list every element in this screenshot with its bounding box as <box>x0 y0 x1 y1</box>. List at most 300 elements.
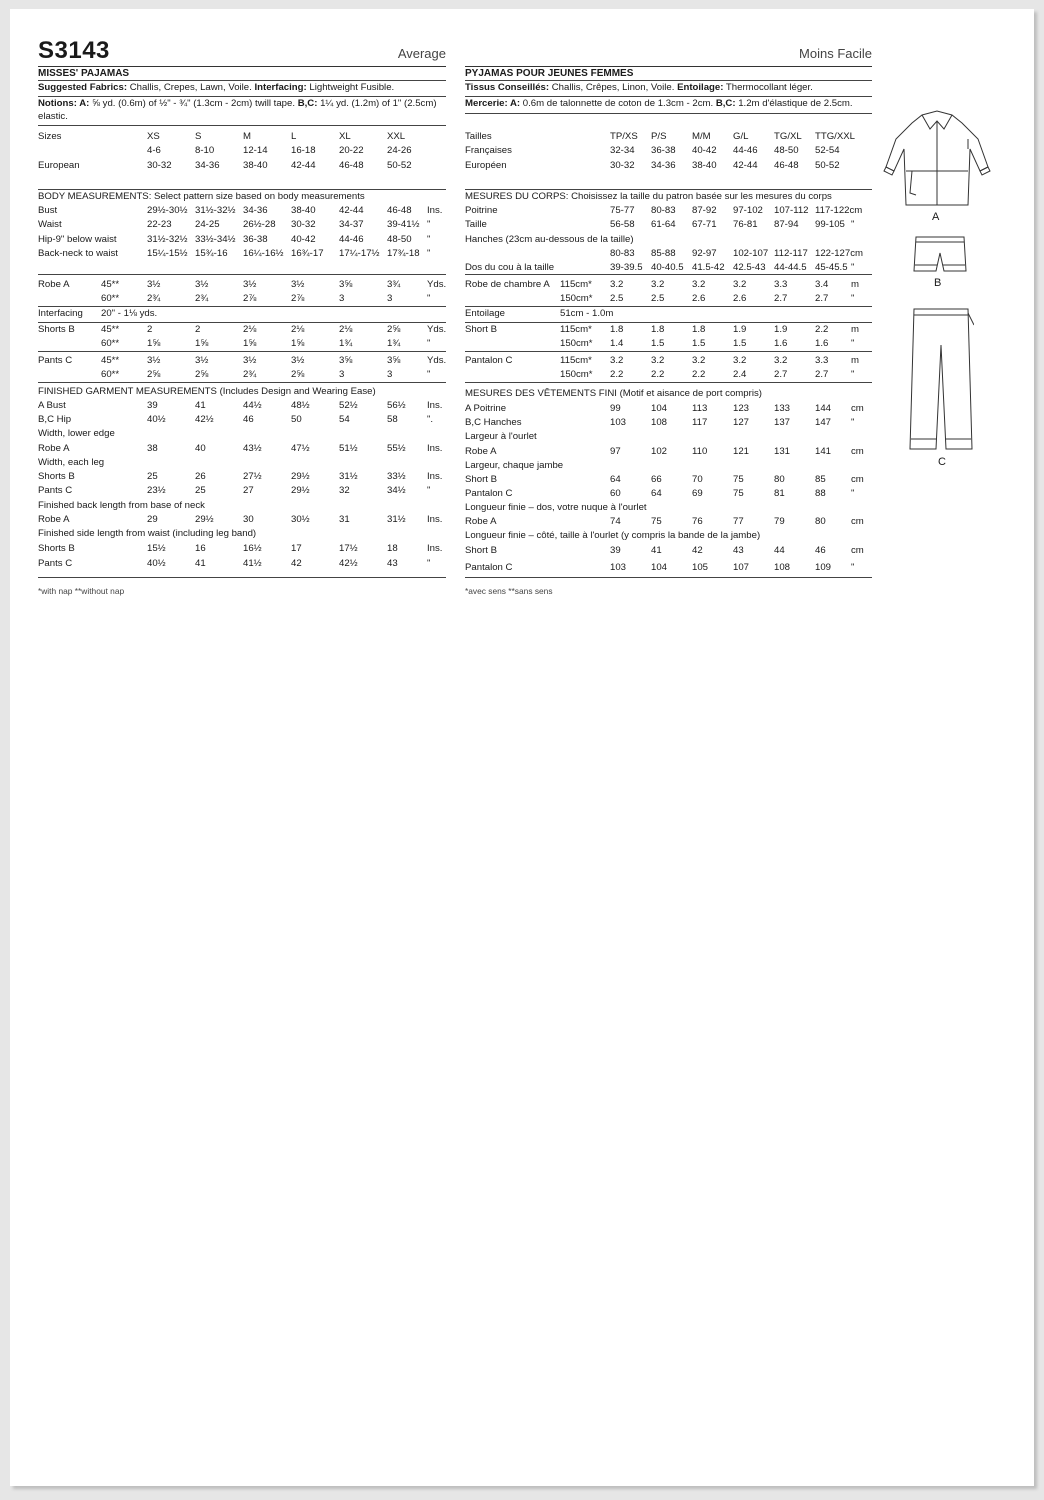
value-cell: 77 <box>733 516 744 527</box>
value-cell: 109 <box>815 562 832 573</box>
row-label: Finished back length from base of neck <box>38 500 205 511</box>
size-number: 16-18 <box>291 145 316 156</box>
unit-cell: ". <box>427 414 434 425</box>
value-cell: 80 <box>774 474 785 485</box>
value-cell: 2⅛ <box>291 324 305 335</box>
sizes-label: Tailles <box>465 131 492 142</box>
fabrics-line-fr: Tissus Conseillés: Challis, Crêpes, Linon, Voile. Entoilage: Thermocollant léger. <box>465 82 813 93</box>
size-header: L <box>291 131 297 142</box>
row-label: Width, each leg <box>38 457 105 468</box>
value-cell: 18 <box>387 543 398 554</box>
value-cell: 38 <box>147 443 158 454</box>
fabric-width: 115cm* <box>560 324 592 335</box>
section-divider <box>465 189 872 190</box>
unit-cell: " <box>851 219 855 230</box>
value-cell: 44½ <box>243 400 262 411</box>
value-cell: 17 <box>291 543 302 554</box>
unit-cell: " <box>427 558 431 569</box>
value-cell: 31½ <box>339 471 358 482</box>
value-cell: 3½ <box>147 355 161 366</box>
value-cell: 122-127cm <box>815 248 863 259</box>
value-cell: 2⅝ <box>291 369 305 381</box>
fabric-width: 150cm* <box>560 293 593 305</box>
unit-cell: cm <box>851 474 864 485</box>
unit-cell: " <box>851 488 855 499</box>
value-cell: 38-40 <box>291 205 316 216</box>
value-cell: 1¾ <box>339 338 353 350</box>
row-label: Robe A <box>38 514 70 525</box>
row-label: Largeur à l'ourlet <box>465 431 537 442</box>
francaises-size: 36-38 <box>651 145 676 156</box>
section-divider <box>465 577 872 578</box>
value-cell: 44-46 <box>339 233 364 245</box>
row-label: Pantalon C <box>465 488 513 499</box>
value-cell: 3⅝ <box>387 355 401 366</box>
value-cell: 16¾-17 <box>291 247 324 259</box>
value-cell: 1⅝ <box>291 338 305 350</box>
francaises-size: 44-46 <box>733 145 758 156</box>
value-cell: 2¾ <box>147 293 161 305</box>
view-label-b: B <box>934 277 942 289</box>
value-cell: 29 <box>147 514 158 525</box>
value-cell: 112-117 <box>774 248 808 259</box>
value-cell: 15¾-16 <box>195 247 228 259</box>
value-cell: 3½ <box>243 279 257 290</box>
value-cell: 87-92 <box>692 205 717 216</box>
unit-cell: Ins. <box>427 471 443 482</box>
section-divider <box>38 382 446 383</box>
europeen-size: 30-32 <box>610 160 635 171</box>
value-cell: 3½ <box>243 355 257 366</box>
value-cell: 2.2 <box>815 324 829 335</box>
value-cell: 3½ <box>195 355 209 366</box>
value-cell: 45-45.5 <box>815 262 848 273</box>
garment-label: Robe A <box>38 279 70 290</box>
value-cell: 2.2 <box>692 369 706 381</box>
row-label: B,C Hip <box>38 414 72 425</box>
value-cell: 1.8 <box>692 324 706 335</box>
value-cell: 15½ <box>147 543 166 554</box>
value-cell: 1.9 <box>774 324 788 335</box>
entoilage-value: 51cm - 1.0m <box>560 308 614 319</box>
value-cell: 47½ <box>291 443 310 454</box>
value-cell: 39-39.5 <box>610 262 643 273</box>
europeen-size: 34-36 <box>651 160 676 171</box>
garment-title: MISSES' PAJAMAS <box>38 66 446 82</box>
value-cell: 3 <box>387 369 393 381</box>
body-measurements-heading-fr: MESURES DU CORPS: Choisissez la taille du patron basée sur les mesures du corps <box>465 191 832 202</box>
value-cell: 2.5 <box>610 293 624 305</box>
value-cell: 42.5-43 <box>733 262 766 273</box>
row-label: Hip-9" below waist <box>38 233 117 245</box>
value-cell: 3½ <box>147 279 161 290</box>
value-cell: 58 <box>387 414 398 425</box>
value-cell: 30-32 <box>291 219 316 231</box>
unit-cell: cm <box>851 403 864 414</box>
size-header: TG/XL <box>774 131 802 142</box>
row-label: Longueur finie – dos, votre nuque à l'ourlet <box>465 502 647 513</box>
value-cell: 39 <box>610 545 621 556</box>
value-cell: 3.2 <box>610 355 624 366</box>
value-cell: 108 <box>774 562 791 573</box>
size-header: M/M <box>692 131 711 142</box>
value-cell: 3½ <box>291 279 305 290</box>
row-label: Pants C <box>38 485 73 496</box>
value-cell: 3¾ <box>387 279 401 290</box>
section-divider <box>38 577 446 578</box>
unit-cell: Yds. <box>427 324 447 335</box>
interfacing-yardage: 20" - 1⅛ yds. <box>101 308 158 319</box>
section-divider <box>465 306 872 307</box>
value-cell: 30 <box>243 514 254 525</box>
value-cell: 43½ <box>243 443 262 454</box>
size-header: M <box>243 131 251 142</box>
value-cell: 80-83 <box>651 205 676 216</box>
value-cell: 3.2 <box>692 355 706 366</box>
value-cell: 3⅝ <box>339 279 353 290</box>
value-cell: 36-38 <box>243 233 268 245</box>
francaises-size: 52-54 <box>815 145 840 156</box>
row-label: Robe A <box>465 516 497 527</box>
value-cell: 76 <box>692 516 703 527</box>
value-cell: 99 <box>610 403 621 414</box>
fabric-width: 60** <box>101 293 120 305</box>
unit-cell: Ins. <box>427 514 443 525</box>
value-cell: 3.2 <box>692 279 706 290</box>
section-divider <box>465 322 872 323</box>
unit-cell: Ins. <box>427 543 443 554</box>
value-cell: 1⅝ <box>147 338 161 350</box>
unit-cell: Ins. <box>427 400 443 411</box>
value-cell: 16¼-16½ <box>243 247 284 259</box>
value-cell: 17¾-18 <box>387 247 420 259</box>
value-cell: 34-36 <box>243 205 268 216</box>
fabric-width: 60** <box>101 369 120 381</box>
value-cell: 87-94 <box>774 219 799 230</box>
value-cell: 3.3 <box>774 279 788 290</box>
value-cell: 75 <box>651 516 662 527</box>
value-cell: 2⅛ <box>243 324 257 335</box>
value-cell: 79 <box>774 516 785 527</box>
value-cell: 3 <box>339 369 345 381</box>
size-header: XL <box>339 131 351 142</box>
view-label-c: C <box>938 456 946 468</box>
value-cell: 31½ <box>387 514 406 525</box>
value-cell: 42 <box>692 545 703 556</box>
value-cell: 42-44 <box>339 205 364 216</box>
value-cell: 2.7 <box>815 293 829 305</box>
value-cell: 127 <box>733 417 750 428</box>
value-cell: 31½-32½ <box>195 205 236 216</box>
notions-line: Notions: A: ⅝ yd. (0.6m) of ½" - ¾" (1.3cm - 2cm) twill tape. B,C: 1¼ yd. (1.2m) of 1" (2.5cm) <box>38 98 437 109</box>
value-cell: 3.2 <box>610 279 624 290</box>
row-label: Longueur finie – côté, taille à l'ourlet (y compris la bande de la jambe) <box>465 530 761 541</box>
value-cell: 46 <box>815 545 826 556</box>
value-cell: 17¼-17½ <box>339 247 380 259</box>
fabric-width: 115cm* <box>560 355 592 366</box>
value-cell: 2.2 <box>651 369 665 381</box>
value-cell: 32 <box>339 485 350 496</box>
value-cell: 92-97 <box>692 248 717 259</box>
value-cell: 103 <box>610 562 627 573</box>
value-cell: 23½ <box>147 485 166 496</box>
value-cell: 3.2 <box>733 279 747 290</box>
value-cell: 29½ <box>195 514 214 525</box>
unit-cell: " <box>851 417 855 428</box>
entoilage-label: Entoilage <box>465 308 506 319</box>
row-label: Dos du cou à la taille <box>465 262 555 273</box>
value-cell: 85 <box>815 474 826 485</box>
value-cell: 113 <box>692 403 708 414</box>
section-divider <box>465 382 872 383</box>
unit-cell: Ins. <box>427 443 443 454</box>
value-cell: 2⅝ <box>147 369 161 381</box>
value-cell: 55½ <box>387 443 406 454</box>
row-label: Robe A <box>465 446 497 457</box>
value-cell: 80-83 <box>610 248 635 259</box>
value-cell: 40-40.5 <box>651 262 684 273</box>
size-header: S <box>195 131 202 142</box>
row-label: B,C Hanches <box>465 417 522 428</box>
value-cell: 61-64 <box>651 219 676 230</box>
value-cell: 24-25 <box>195 219 220 231</box>
unit-cell: Ins. <box>427 205 443 216</box>
value-cell: 16½ <box>243 543 262 554</box>
value-cell: 2⅝ <box>195 369 209 381</box>
value-cell: 104 <box>651 562 668 573</box>
value-cell: 41.5-42 <box>692 262 725 273</box>
value-cell: 117 <box>692 417 708 428</box>
unit-cell: " <box>851 562 855 573</box>
garment-label: Shorts B <box>38 324 75 335</box>
unit-cell: " <box>427 233 431 245</box>
value-cell: 70 <box>692 474 703 485</box>
shorts-drawing-icon <box>912 233 968 275</box>
garment-label: Pantalon C <box>465 355 513 366</box>
value-cell: 1.4 <box>610 338 624 350</box>
value-cell: 2.6 <box>733 293 747 305</box>
fabric-width: 115cm* <box>560 279 592 290</box>
value-cell: 46-48 <box>387 205 412 216</box>
value-cell: 3 <box>339 293 345 305</box>
value-cell: 64 <box>651 488 662 499</box>
value-cell: 42½ <box>195 414 214 425</box>
european-size: 34-36 <box>195 160 220 171</box>
value-cell: 1.8 <box>651 324 665 335</box>
unit-cell: " <box>427 293 431 305</box>
value-cell: 25 <box>195 485 206 496</box>
value-cell: 33½ <box>387 471 406 482</box>
garment-label: Short B <box>465 324 497 335</box>
view-label-a: A <box>932 211 940 223</box>
european-size: 38-40 <box>243 160 268 171</box>
value-cell: 15¼-15½ <box>147 247 188 259</box>
row-label: Shorts B <box>38 471 75 482</box>
value-cell: 1¾ <box>387 338 401 350</box>
value-cell: 1.9 <box>733 324 747 335</box>
row-label: Poitrine <box>465 205 498 216</box>
value-cell: 141 <box>815 446 832 457</box>
value-cell: 56-58 <box>610 219 635 230</box>
value-cell: 41½ <box>243 558 262 569</box>
value-cell: 3.2 <box>651 279 665 290</box>
value-cell: 2.7 <box>774 369 788 381</box>
value-cell: 2⅞ <box>291 293 305 305</box>
value-cell: 75 <box>733 488 744 499</box>
row-label: A Bust <box>38 400 66 411</box>
row-label: Largeur, chaque jambe <box>465 460 564 471</box>
value-cell: 3½ <box>291 355 305 366</box>
fabric-width: 45** <box>101 324 120 335</box>
value-cell: 27½ <box>243 471 262 482</box>
garment-label: Robe de chambre A <box>465 279 550 290</box>
notions-line-fr: Mercerie: A: 0.6m de talonnette de coton de 1.3cm - 2cm. B,C: 1.2m d'élastique de 2.5cm. <box>465 98 853 109</box>
size-header: XS <box>147 131 160 142</box>
garment-title-fr: PYJAMAS POUR JEUNES FEMMES <box>465 66 872 82</box>
value-cell: 103 <box>610 417 627 428</box>
pattern-code: S3143 <box>38 37 110 64</box>
value-cell: 29½ <box>291 485 310 496</box>
value-cell: 44 <box>774 545 785 556</box>
interfacing-label: Interfacing <box>38 308 83 319</box>
value-cell: 44-44.5 <box>774 262 807 273</box>
value-cell: 1⅝ <box>243 338 257 350</box>
value-cell: 137 <box>774 417 791 428</box>
row-label: Bust <box>38 205 58 216</box>
sizes-label: Sizes <box>38 131 62 142</box>
unit-cell: " <box>427 369 431 381</box>
value-cell: 1.6 <box>815 338 829 350</box>
value-cell: 42 <box>291 558 302 569</box>
value-cell: 40½ <box>147 558 166 569</box>
size-number: 24-26 <box>387 145 412 156</box>
fabric-width: 150cm* <box>560 338 593 350</box>
section-divider <box>465 351 872 352</box>
value-cell: 34½ <box>387 485 406 496</box>
value-cell: 1.5 <box>733 338 747 350</box>
value-cell: 3.3 <box>815 355 829 366</box>
value-cell: 2.7 <box>815 369 829 381</box>
fabrics-line: Suggested Fabrics: Challis, Crepes, Lawn, Voile. Interfacing: Lightweight Fusible. <box>38 82 395 93</box>
value-cell: 40½ <box>147 414 166 425</box>
value-cell: 74 <box>610 516 621 527</box>
value-cell: 43 <box>733 545 744 556</box>
fabric-width: 45** <box>101 279 120 290</box>
value-cell: 27 <box>243 485 254 496</box>
unit-cell: " <box>427 485 431 496</box>
value-cell: 34-37 <box>339 219 364 231</box>
value-cell: 52½ <box>339 400 358 411</box>
value-cell: 2¾ <box>243 369 257 381</box>
value-cell: 102-107 <box>733 248 769 259</box>
footnote: *with nap **without nap <box>38 586 125 596</box>
value-cell: 1.5 <box>692 338 706 350</box>
row-label: A Poitrine <box>465 403 507 414</box>
value-cell: 2 <box>195 324 201 335</box>
unit-cell: " <box>851 262 855 273</box>
value-cell: 25 <box>147 471 158 482</box>
value-cell: 3⅝ <box>339 355 353 366</box>
european-size: 30-32 <box>147 160 172 171</box>
value-cell: 117-122cm <box>815 205 863 216</box>
value-cell: 31 <box>339 514 350 525</box>
row-label: Back-neck to waist <box>38 247 118 259</box>
unit-cell: " <box>851 338 855 350</box>
value-cell: 88 <box>815 488 826 499</box>
value-cell: 40-42 <box>291 233 316 245</box>
europeen-size: 50-52 <box>815 160 840 171</box>
value-cell: 2.2 <box>610 369 624 381</box>
value-cell: 26 <box>195 471 206 482</box>
row-label: Finished side length from waist (including leg band) <box>38 528 257 539</box>
fabric-width: 150cm* <box>560 369 593 381</box>
row-label: Shorts B <box>38 543 75 554</box>
european-size: 50-52 <box>387 160 412 171</box>
value-cell: 2.7 <box>774 293 788 305</box>
section-divider <box>38 274 446 275</box>
pants-drawing-icon <box>908 305 974 455</box>
value-cell: 69 <box>692 488 703 499</box>
row-label: Taille <box>465 219 487 230</box>
value-cell: 30½ <box>291 514 310 525</box>
value-cell: 121 <box>733 446 750 457</box>
value-cell: 102 <box>651 446 668 457</box>
value-cell: 3 <box>387 293 393 305</box>
unit-cell: " <box>427 338 431 350</box>
unit-cell: Yds. <box>427 355 447 366</box>
francaises-label: Françaises <box>465 145 512 156</box>
value-cell: 1.5 <box>651 338 665 350</box>
european-size: 42-44 <box>291 160 316 171</box>
unit-cell: m <box>851 279 859 290</box>
size-header: TTG/XXL <box>815 131 855 142</box>
unit-cell: " <box>427 219 431 231</box>
difficulty-label: Average <box>397 46 446 61</box>
value-cell: 66 <box>651 474 662 485</box>
value-cell: 33½-34½ <box>195 233 236 245</box>
fabric-width: 45** <box>101 355 120 366</box>
europeen-size: 46-48 <box>774 160 799 171</box>
value-cell: 3.2 <box>733 355 747 366</box>
row-label: Pantalon C <box>465 562 513 573</box>
value-cell: 1.6 <box>774 338 788 350</box>
row-label: Short B <box>465 545 497 556</box>
value-cell: 80 <box>815 516 826 527</box>
value-cell: 54 <box>339 414 350 425</box>
value-cell: 51½ <box>339 443 358 454</box>
row-label: Waist <box>38 219 62 231</box>
unit-cell: m <box>851 355 859 366</box>
value-cell: 81 <box>774 488 785 499</box>
value-cell: 97-102 <box>733 205 763 216</box>
value-cell: 26½-28 <box>243 219 276 231</box>
value-cell: 2.6 <box>692 293 706 305</box>
value-cell: 39-41½ <box>387 219 420 231</box>
value-cell: 99-105 <box>815 219 845 230</box>
value-cell: 48½ <box>291 400 310 411</box>
europeen-size: 38-40 <box>692 160 717 171</box>
value-cell: 43 <box>387 558 398 569</box>
size-number: 4-6 <box>147 145 161 156</box>
robe-drawing-icon <box>882 109 992 213</box>
unit-cell: " <box>851 369 855 381</box>
value-cell: 16 <box>195 543 206 554</box>
value-cell: 31½-32½ <box>147 233 188 245</box>
finished-measurements-heading-fr: MESURES DES VÊTEMENTS FINI (Motif et aisance de port compris) <box>465 388 762 399</box>
european-size: 46-48 <box>339 160 364 171</box>
value-cell: 3.2 <box>651 355 665 366</box>
europeen-size: 42-44 <box>733 160 758 171</box>
